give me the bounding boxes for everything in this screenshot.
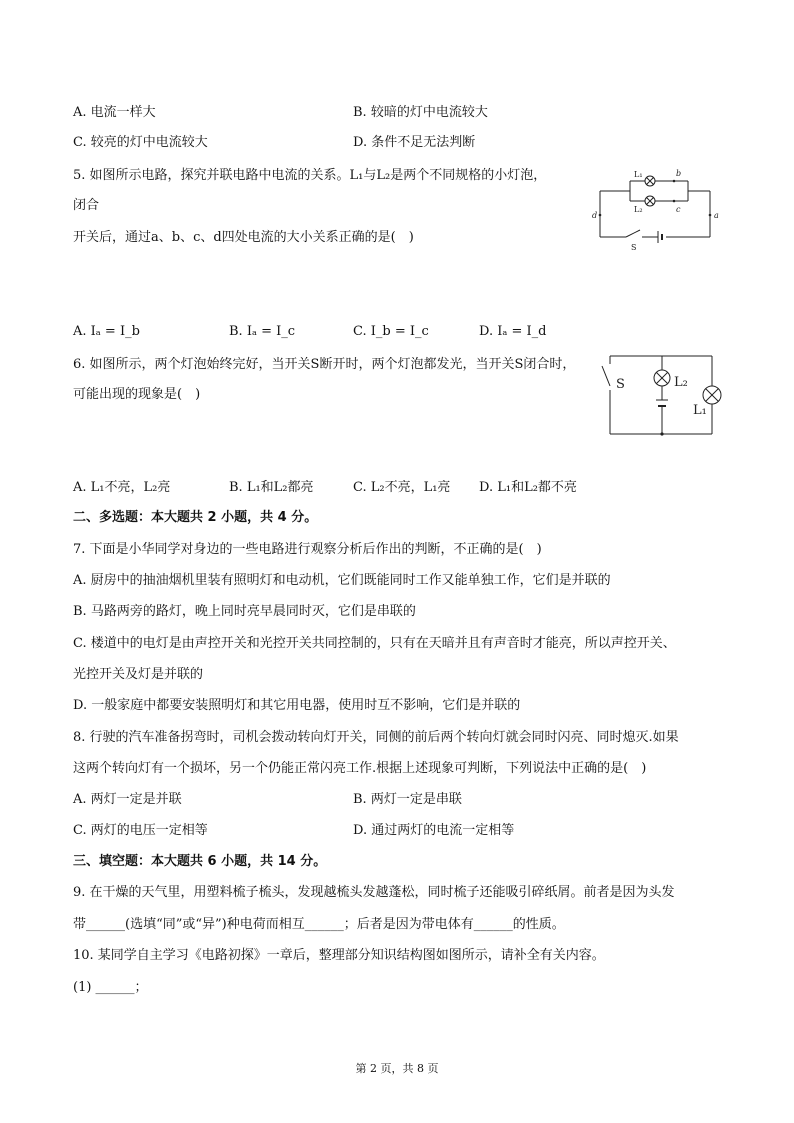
q8-option-b: B. 两灯一定是串联 xyxy=(353,792,462,807)
q5-stem-line2: 闭合 xyxy=(73,198,100,213)
q8-option-c: C. 两灯的电压一定相等 xyxy=(73,823,208,838)
section-heading-fill-in: 三、填空题：本大题共 6 小题，共 14 分。 xyxy=(73,854,327,869)
q5-label-l2: L₂ xyxy=(634,205,643,214)
q6-option-c: C. L₂不亮，L₁亮 xyxy=(353,480,451,495)
q6-circuit-diagram xyxy=(596,350,726,440)
q10-line2: (1) ______； xyxy=(73,980,148,995)
q6-option-b: B. L₁和L₂都亮 xyxy=(229,480,314,495)
q6-label-s: S xyxy=(616,377,625,392)
q6-label-l2: L₂ xyxy=(674,375,688,390)
q5-option-a: A. Iₐ = I_b xyxy=(73,324,140,339)
q5-stem-line3: 开关后，通过a、b、c、d四处电流的大小关系正确的是( ) xyxy=(73,230,414,245)
q6-stem-line2: 可能出现的现象是( ) xyxy=(73,387,201,402)
q4-option-c: C. 较亮的灯中电流较大 xyxy=(73,135,208,150)
section-heading-multiple-choice: 二、多选题：本大题共 2 小题，共 4 分。 xyxy=(73,510,318,525)
page-footer: 第 2 页，共 8 页 xyxy=(355,1062,439,1075)
q4-option-d: D. 条件不足无法判断 xyxy=(353,135,476,150)
q6-option-d: D. L₁和L₂都不亮 xyxy=(479,480,577,495)
q7-option-a: A. 厨房中的抽油烟机里装有照明灯和电动机，它们既能同时工作又能单独工作，它们是并联的 xyxy=(73,573,611,588)
q5-label-s: S xyxy=(631,243,637,252)
q6-stem-line1: 6. 如图所示，两个灯泡始终完好，当开关S断开时，两个灯泡都发光，当开关S闭合时， xyxy=(73,357,576,372)
q5-circuit-diagram xyxy=(588,163,728,253)
q7-option-b: B. 马路两旁的路灯，晚上同时亮早晨同时灭，它们是串联的 xyxy=(73,604,416,619)
q5-label-a: a xyxy=(714,211,719,220)
q5-label-c: c xyxy=(676,205,681,214)
q5-option-b: B. Iₐ = I_c xyxy=(229,324,296,339)
q9-line1: 9. 在干燥的天气里，用塑料梳子梳头，发现越梳头发越蓬松，同时梳子还能吸引碎纸屑。前者是因为头发 xyxy=(73,885,675,900)
q6-label-l1: L₁ xyxy=(693,403,707,418)
q7-option-d: D. 一般家庭中都要安装照明灯和其它用电器，使用时互不影响，它们是并联的 xyxy=(73,698,521,713)
q9-line2: 带______(选填“同”或“异”)种电荷而相互______；后者是因为带电体有______的性质。 xyxy=(73,917,565,932)
q5-label-l1: L₁ xyxy=(634,170,643,179)
q8-stem-line2: 这两个转向灯有一个损坏，另一个仍能正常闪亮工作.根据上述现象可判断，下列说法中正确的是( ) xyxy=(73,761,647,776)
q10-line1: 10. 某同学自主学习《电路初探》一章后，整理部分知识结构图如图所示，请补全有关内容。 xyxy=(73,948,605,963)
q7-option-c-line1: C. 楼道中的电灯是由声控开关和光控开关共同控制的，只有在天暗并且有声音时才能亮，所以声控开关、 xyxy=(73,636,676,651)
q8-stem-line1: 8. 行驶的汽车准备拐弯时，司机会拨动转向灯开关，同侧的前后两个转向灯就会同时闪亮、同时熄灭.如果 xyxy=(73,730,679,745)
q5-label-b: b xyxy=(676,169,682,178)
q4-option-b: B. 较暗的灯中电流较大 xyxy=(353,105,488,120)
q6-option-a: A. L₁不亮，L₂亮 xyxy=(73,480,171,495)
q8-option-d: D. 通过两灯的电流一定相等 xyxy=(353,823,515,838)
q7-stem: 7. 下面是小华同学对身边的一些电路进行观察分析后作出的判断，不正确的是( ) xyxy=(73,542,542,557)
q5-option-d: D. Iₐ = I_d xyxy=(479,324,547,339)
q5-option-c: C. I_b = I_c xyxy=(353,324,429,339)
q5-label-d: d xyxy=(592,211,598,220)
q8-option-a: A. 两灯一定是并联 xyxy=(73,792,182,807)
q4-option-a: A. 电流一样大 xyxy=(73,105,156,120)
q5-stem-line1: 5. 如图所示电路，探究并联电路中电流的关系。L₁与L₂是两个不同规格的小灯泡， xyxy=(73,168,547,183)
q7-option-c-line2: 光控开关及灯是并联的 xyxy=(73,667,204,682)
